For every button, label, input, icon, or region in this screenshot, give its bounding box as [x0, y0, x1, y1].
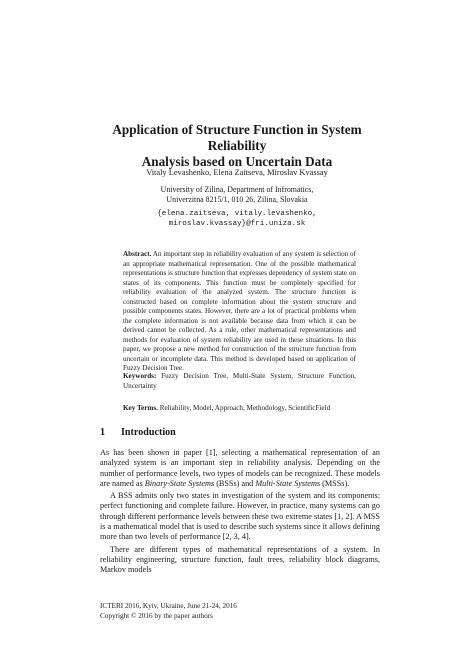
- footer-line: Copyright © 2016 by the paper authors: [100, 611, 213, 620]
- paragraph: There are different types of mathematical representations of a system. In reliability engineering, structure function, fault trees, reliability block diagrams, Markov models: [100, 544, 380, 575]
- page-footer: [100, 602, 237, 621]
- email-line: miroslav.kvassay}@fri.uniza.sk: [168, 220, 306, 228]
- paragraph: A BSS admits only two states in investigation of the system and its components: perfect functioning and complete failure. However, in practice, many systems can go through different performance levels between these two extreme states [1, 2]. A MSS is a mathematical model that is used to describe such systems since it allows defining more than two levels of performance [2, 3, 4].: [100, 491, 380, 542]
- abstract: [123, 250, 356, 374]
- section-heading: [100, 427, 176, 439]
- term-mss: Multi-State Systems: [255, 478, 321, 488]
- keywords-text: Fuzzy Decision Tree, Multi-State System, Structure Function, Uncertainty: [123, 372, 356, 390]
- affiliation-line: Univerzitna 8215/1, 010 26, Zilina, Slovakia: [166, 195, 308, 204]
- paper-title: [90, 122, 384, 170]
- paragraph-text: (MSSs).: [322, 478, 350, 488]
- paragraph-text: (BSSs) and: [216, 478, 254, 488]
- affiliation-line: University of Zilina, Department of Infromatics,: [160, 185, 314, 194]
- term-bss: Binary-State Systems: [144, 478, 215, 488]
- section-body: [100, 448, 380, 576]
- section-title: Introduction: [121, 427, 176, 438]
- abstract-text: An important step in reliability evaluation of any system is selection of an appropriate mathematical representation. One of the possible mathematical representations is structure function that expresses dependency of system state on states of its components. This function must be completely specified for reliability evaluation of the analyzed system. The structure function is constructed based on complete information about the system structure and possible components states. However, there are a lot of practical problems when the complete information is not available because data from which it can be derived cannot be collected. As a rule, other mathematical representations and methods for evaluation of system reliability are used in these situations. In this paper, we propose a new method for construction of the structure function from uncertain or incomplete data. This method is developed based on application of Fuzzy Decision Tree.: [123, 250, 356, 372]
- title-line: Analysis based on Uncertain Data: [141, 154, 333, 169]
- email-line: {elena.zaitseva, vitaly.levashenko,: [157, 210, 317, 218]
- abstract-label: Abstract.: [123, 250, 152, 258]
- title-line: Application of Structure Function in System Reliability: [112, 122, 362, 153]
- authors: Vitaly Levashenko, Elena Zaitseva, Miroslav Kvassay: [146, 168, 328, 177]
- affiliation: [0, 185, 474, 205]
- paragraph-text: As has been shown in paper [1], selecting a mathematical representation of an analyzed system is an important step in reliability analysis. Depending on the number of performance levels, two types of models can be recognized. These models are named as: [100, 448, 380, 488]
- footer-line: ICTERI 2016, Kyiv, Ukraine, June 21-24, 2016: [100, 602, 237, 610]
- keywords: [123, 372, 356, 391]
- keywords-label: Keywords:: [123, 372, 157, 380]
- section-number: 1: [100, 427, 106, 438]
- author-emails: [0, 209, 474, 229]
- key-terms-text: Reliability, Model, Approach, Methodology, ScientificField: [159, 404, 331, 412]
- paragraph: [100, 448, 380, 489]
- key-terms-label: Key Terms.: [123, 404, 158, 412]
- key-terms: [123, 404, 356, 414]
